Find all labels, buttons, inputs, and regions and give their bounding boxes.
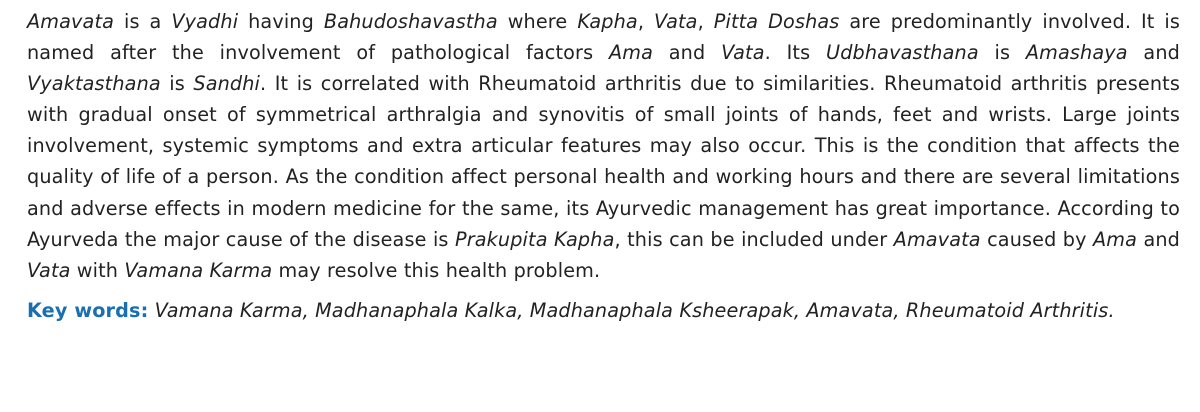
abstract-text-run: , xyxy=(637,10,655,33)
italic-term: Vamana Karma xyxy=(124,258,273,282)
italic-term: Bahudoshavastha xyxy=(323,10,498,33)
keywords-list: Vamana Karma, Madhanaphala Kalka, Madhanaphala Ksheerapak, Amavata, Rheumatoid Arthritis. xyxy=(148,298,1115,322)
keywords-paragraph xyxy=(27,295,1180,326)
abstract-text-run: caused by xyxy=(980,227,1094,251)
italic-term: Amavata xyxy=(893,227,981,251)
abstract-text-run: , xyxy=(697,10,714,33)
abstract-text-run: . Its xyxy=(764,41,826,65)
italic-term: Vata xyxy=(27,258,71,282)
abstract-text-run: with xyxy=(70,258,125,282)
italic-term: Ama xyxy=(1093,227,1138,251)
abstract-paragraph xyxy=(27,6,1180,286)
abstract-text-run: where xyxy=(497,10,578,33)
abstract-text-run: and xyxy=(1127,41,1180,65)
italic-term: Vata xyxy=(654,10,698,33)
abstract-text-run: is a xyxy=(114,10,172,33)
italic-term: Vyaktasthana xyxy=(27,72,161,96)
abstract-text-run: may resolve this health problem. xyxy=(272,258,601,282)
italic-term: Prakupita Kapha xyxy=(454,227,615,251)
italic-term: Kapha xyxy=(577,10,638,33)
italic-term: Vata xyxy=(721,41,765,65)
abstract-text-run: are predominantly involved. It is named after the involvement of pathological factors xyxy=(27,10,1181,65)
italic-term: Amavata xyxy=(27,10,115,33)
italic-term: Pitta Doshas xyxy=(713,10,840,33)
abstract-text-run: . It is correlated with Rheumatoid arthritis due to similarities. Rheumatoid arthritis presents with gradual onset of symmetrical arthralgia and synovitis of small joints of hands, feet and wrists. Large joints involvement, systemic symptoms and extra articular features may also occur. This is the condition that affects the quality of life of a person. As the condition affect personal health and working hours and there are several limitations and adverse effects in modern medicine for the same, its Ayurvedic management has great importance. According to Ayurveda the major cause of the disease is xyxy=(27,72,1180,251)
italic-term: Ama xyxy=(609,41,654,65)
italic-term: Udbhavasthana xyxy=(826,41,979,65)
abstract-text-run: having xyxy=(238,10,324,33)
abstract-text-run: and xyxy=(1137,227,1180,251)
abstract-text-run: , this can be included under xyxy=(614,227,894,251)
italic-term: Amashaya xyxy=(1025,41,1128,65)
italic-term: Sandhi xyxy=(193,72,261,96)
abstract-text-run: is xyxy=(978,41,1026,65)
italic-term: Vyadhi xyxy=(171,10,239,33)
keywords-label: Key words: xyxy=(27,298,149,322)
abstract-text-run: and xyxy=(653,41,722,65)
abstract-text-run: is xyxy=(160,72,194,96)
